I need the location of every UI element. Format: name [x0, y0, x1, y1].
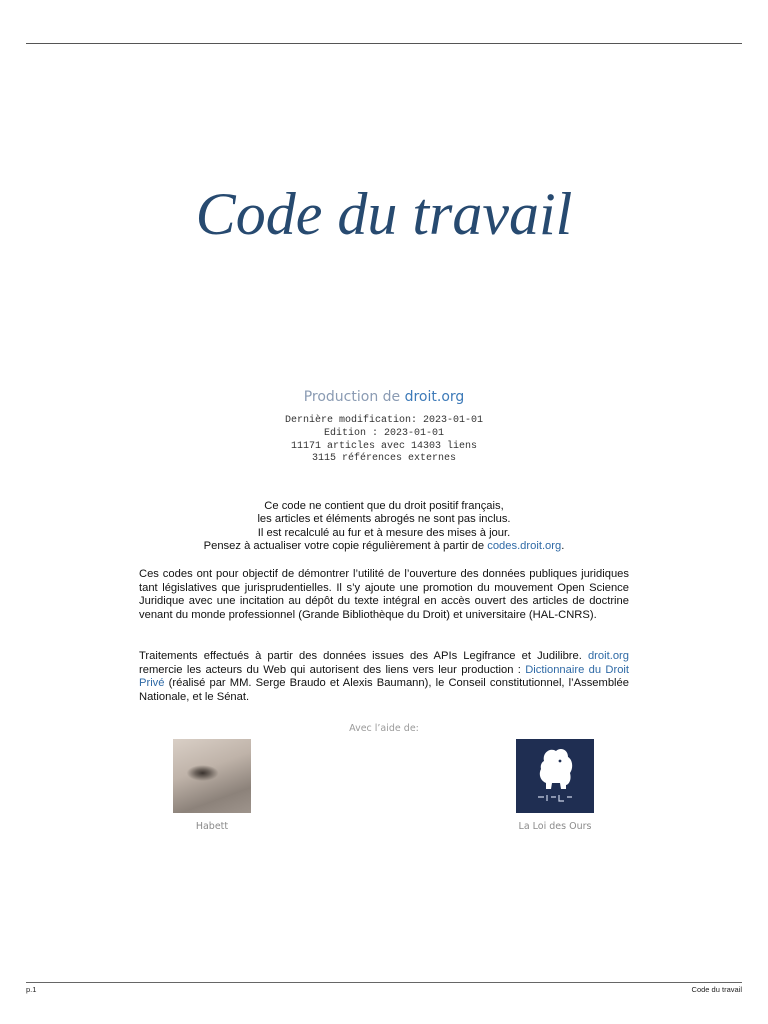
sponsor-name-loi-des-ours: La Loi des Ours	[518, 821, 592, 832]
footer-title: Code du travail	[691, 985, 742, 994]
external-references: 3115 références externes	[311, 453, 457, 465]
traitements-text: (réalisé par MM. Serge Braudo et Alexis Baumann), le Conseil constitutionnel, l’Assemblée Nationale, et le Sénat.	[139, 677, 629, 703]
bear-logo-icon[interactable]	[516, 739, 594, 813]
notice-block	[0, 500, 768, 554]
droit-org-link[interactable]: droit.org	[587, 650, 629, 662]
notice-line: les articles et éléments abrogés ne sont pas inclus.	[257, 513, 511, 526]
notice-period: .	[561, 540, 565, 553]
production-line	[0, 387, 768, 407]
codes-droit-org-link[interactable]: codes.droit.org	[487, 540, 562, 553]
metadata-block	[0, 415, 768, 466]
bear-logo-svg	[516, 739, 594, 813]
bottom-rule	[26, 982, 742, 983]
dictionnaire-link[interactable]: Dictionnaire du Droit Privé	[139, 663, 630, 689]
droit-org-link[interactable]: droit.org	[404, 389, 465, 405]
sponsor-name-habett: Habett	[195, 821, 229, 832]
last-modified: Dernière modification: 2023-01-01	[284, 415, 484, 426]
habett-photo-icon[interactable]	[173, 739, 251, 813]
traitements-text: remercie les acteurs du Web qui autorisent des liens vers leur production :	[139, 663, 526, 676]
document-title: Code du travail	[195, 181, 573, 247]
top-rule	[26, 43, 742, 44]
article-count: 11171 articles avec 14303 liens	[290, 440, 478, 452]
notice-line: Il est recalculé au fur et à mesure des mises à jour.	[257, 526, 511, 539]
page-number: p.1	[26, 985, 37, 994]
traitements-paragraph	[139, 650, 629, 704]
edition-date: Edition : 2023-01-01	[323, 427, 445, 439]
objectives-paragraph: Ces codes ont pour objectif de démontrer l’utilité de l’ouverture des données publiques juridiques tant législatives que jurisprudentielles. Il s’y ajoute une promotion du mouvement Open Science Juridique avec une incitation au dépôt du texte intégral en accès ouvert des articles de doctrine venant du monde professionnel (Grande Bibliothèque du Droit) et universitaire (HAL-CNRS).	[139, 568, 629, 621]
traitements-text: Traitements effectués à partir des données issues des APIs Legifrance et Judilibre.	[139, 650, 588, 662]
notice-line: Ce code ne contient que du droit positif français,	[264, 500, 504, 512]
avec-label: Avec l’aide de:	[349, 723, 419, 734]
production-prefix: Production de	[303, 389, 405, 405]
notice-line	[0, 540, 768, 553]
notice-text: Pensez à actualiser votre copie régulièrement à partir de	[203, 540, 488, 553]
